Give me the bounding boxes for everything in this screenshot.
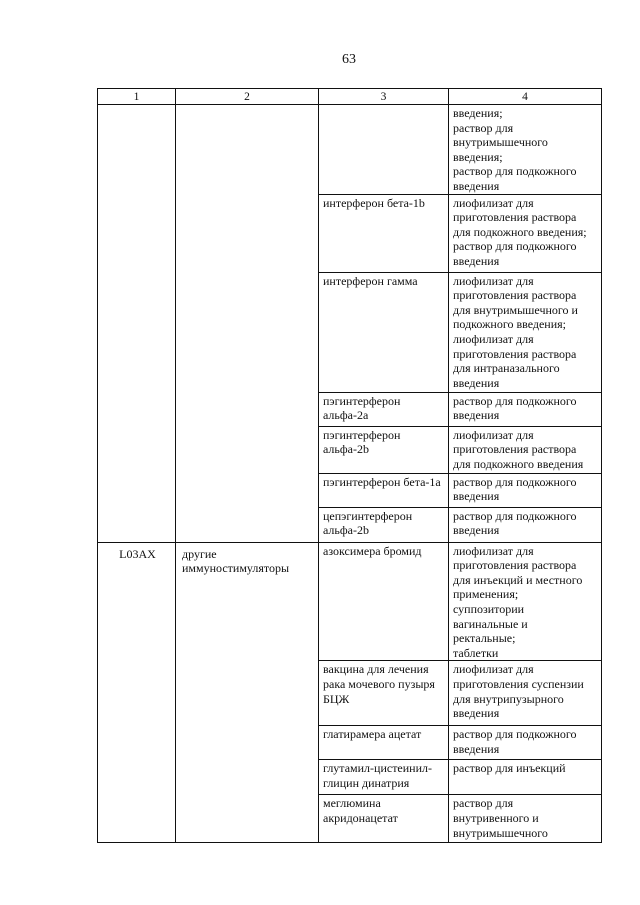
dosage-form-cell: раствор для инъекций xyxy=(449,760,602,795)
dosage-form-cell: раствор для подкожного введения xyxy=(449,726,602,760)
drug-name-cell: азоксимера бромид xyxy=(319,542,449,661)
table-row xyxy=(98,542,602,661)
drug-name-cell xyxy=(319,105,449,195)
drug-name-cell: пэгинтерферон бета-1a xyxy=(319,473,449,507)
drug-name-cell: глатирамера ацетат xyxy=(319,726,449,760)
drug-name-cell: пэгинтерферон альфа-2b xyxy=(319,426,449,473)
table-header-row xyxy=(98,89,602,105)
drug-name-cell: глутамил-цистеинил- глицин динатрия xyxy=(319,760,449,795)
page-number: 63 xyxy=(342,52,356,67)
dosage-form-cell: лиофилизат для приготовления раствора для подкожного введения; раствор для подкожного введения xyxy=(449,194,602,272)
header-col-4: 4 xyxy=(449,89,602,105)
drug-name-cell: интерферон гамма xyxy=(319,272,449,392)
dosage-form-cell: лиофилизат для приготовления суспензии для внутрипузырного введения xyxy=(449,661,602,726)
drug-table xyxy=(97,88,602,843)
atc-code-cell xyxy=(98,105,176,543)
dosage-form-cell: введения; раствор для внутримышечного введения; раствор для подкожного введения xyxy=(449,105,602,195)
atc-code-cell: L03AX xyxy=(98,542,176,843)
drug-name-cell: меглюмина акридонацетат xyxy=(319,795,449,843)
dosage-form-cell: раствор для подкожного введения xyxy=(449,507,602,542)
drug-name-cell: цепэгинтерферон альфа-2b xyxy=(319,507,449,542)
drug-name-cell: интерферон бета-1b xyxy=(319,194,449,272)
header-col-1: 1 xyxy=(98,89,176,105)
dosage-form-cell: раствор для внутривенного и внутримышечного xyxy=(449,795,602,843)
dosage-form-cell: лиофилизат для приготовления раствора для инъекций и местного применения; суппозитории вагинальные и ректальные; таблетки xyxy=(449,542,602,661)
dosage-form-cell: лиофилизат для приготовления раствора для внутримышечного и подкожного введения; лиофилизат для приготовления раствора для интраназального введения xyxy=(449,272,602,392)
header-col-2: 2 xyxy=(176,89,319,105)
group-name-cell: другие иммуностимуляторы xyxy=(176,542,319,843)
dosage-form-cell: раствор для подкожного введения xyxy=(449,473,602,507)
drug-name-cell: пэгинтерферон альфа-2a xyxy=(319,392,449,426)
dosage-form-cell: лиофилизат для приготовления раствора для подкожного введения xyxy=(449,426,602,473)
header-col-3: 3 xyxy=(319,89,449,105)
group-name-cell xyxy=(176,105,319,543)
dosage-form-cell: раствор для подкожного введения xyxy=(449,392,602,426)
table-row xyxy=(98,105,602,195)
drug-name-cell: вакцина для лечения рака мочевого пузыря БЦЖ xyxy=(319,661,449,726)
